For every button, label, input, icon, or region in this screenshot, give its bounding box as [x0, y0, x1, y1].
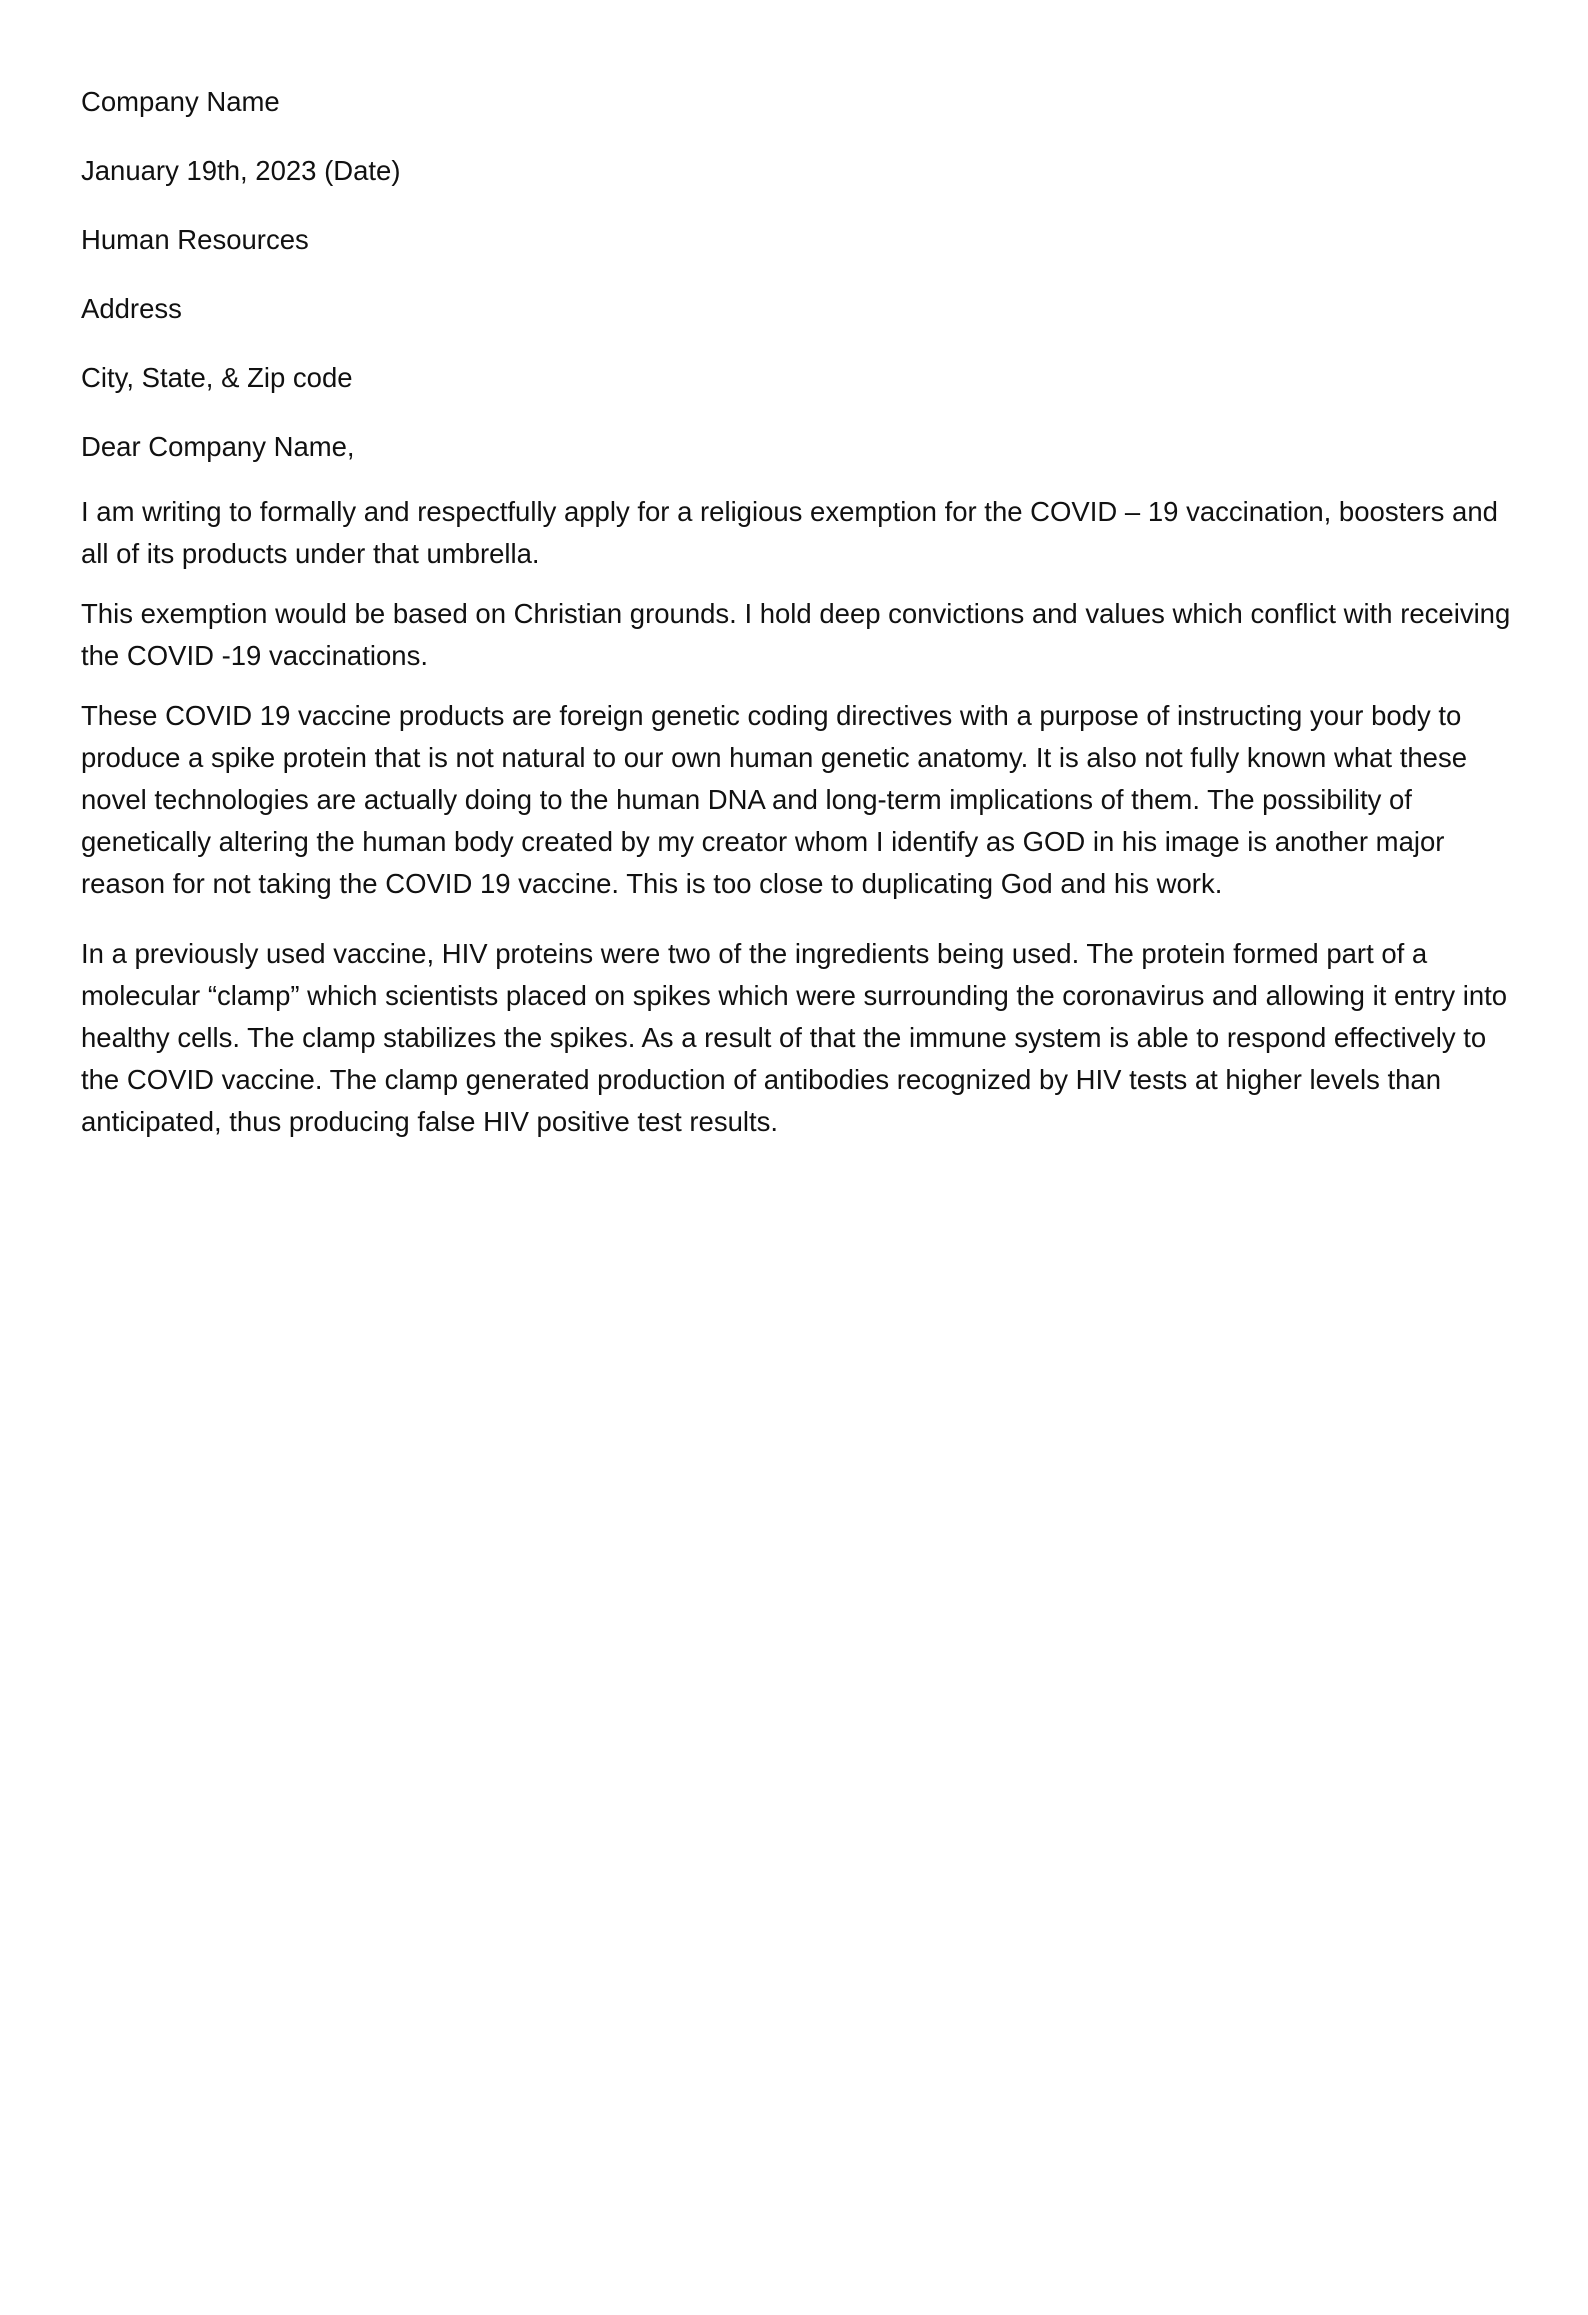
company-name: Company Name: [81, 86, 280, 117]
paragraph-hiv-proteins: In a previously used vaccine, HIV proteins were two of the ingredients being used. The protein formed part of a molecular “clamp” which scientists placed on spikes which were surrounding the coronavirus and allowing it entry into healthy cells. The clamp stabilizes the spikes. As a result of that the immune system is able to respond effectively to the COVID vaccine. The clamp generated production of antibodies recognized by HIV tests at higher levels than anticipated, thus producing false HIV positive test results.: [81, 938, 1508, 1137]
recipient-department: Human Resources: [81, 224, 309, 255]
paragraph-exemption-request: I am writing to formally and respectfully apply for a religious exemption for the COVID – 19 vaccination, boosters and all of its products under that umbrella.: [81, 496, 1498, 569]
paragraph-christian-grounds: This exemption would be based on Christian grounds. I hold deep convictions and values which conflict with receiving the COVID -19 vaccinations.: [81, 598, 1511, 671]
recipient-city-state-zip: City, State, & Zip code: [81, 362, 353, 393]
salutation: Dear Company Name,: [81, 431, 355, 462]
recipient-address: Address: [81, 293, 182, 324]
letter-body: [81, 82, 1521, 1161]
letter-date: January 19th, 2023 (Date): [81, 155, 401, 186]
paragraph-genetic-concerns: These COVID 19 vaccine products are foreign genetic coding directives with a purpose of instructing your body to produce a spike protein that is not natural to our own human genetic anatomy. It is also not fully known what these novel technologies are actually doing to the human DNA and long-term implications of them. The possibility of genetically altering the human body created by my creator whom I identify as GOD in his image is another major reason for not taking the COVID 19 vaccine. This is too close to duplicating God and his work.: [81, 700, 1467, 899]
